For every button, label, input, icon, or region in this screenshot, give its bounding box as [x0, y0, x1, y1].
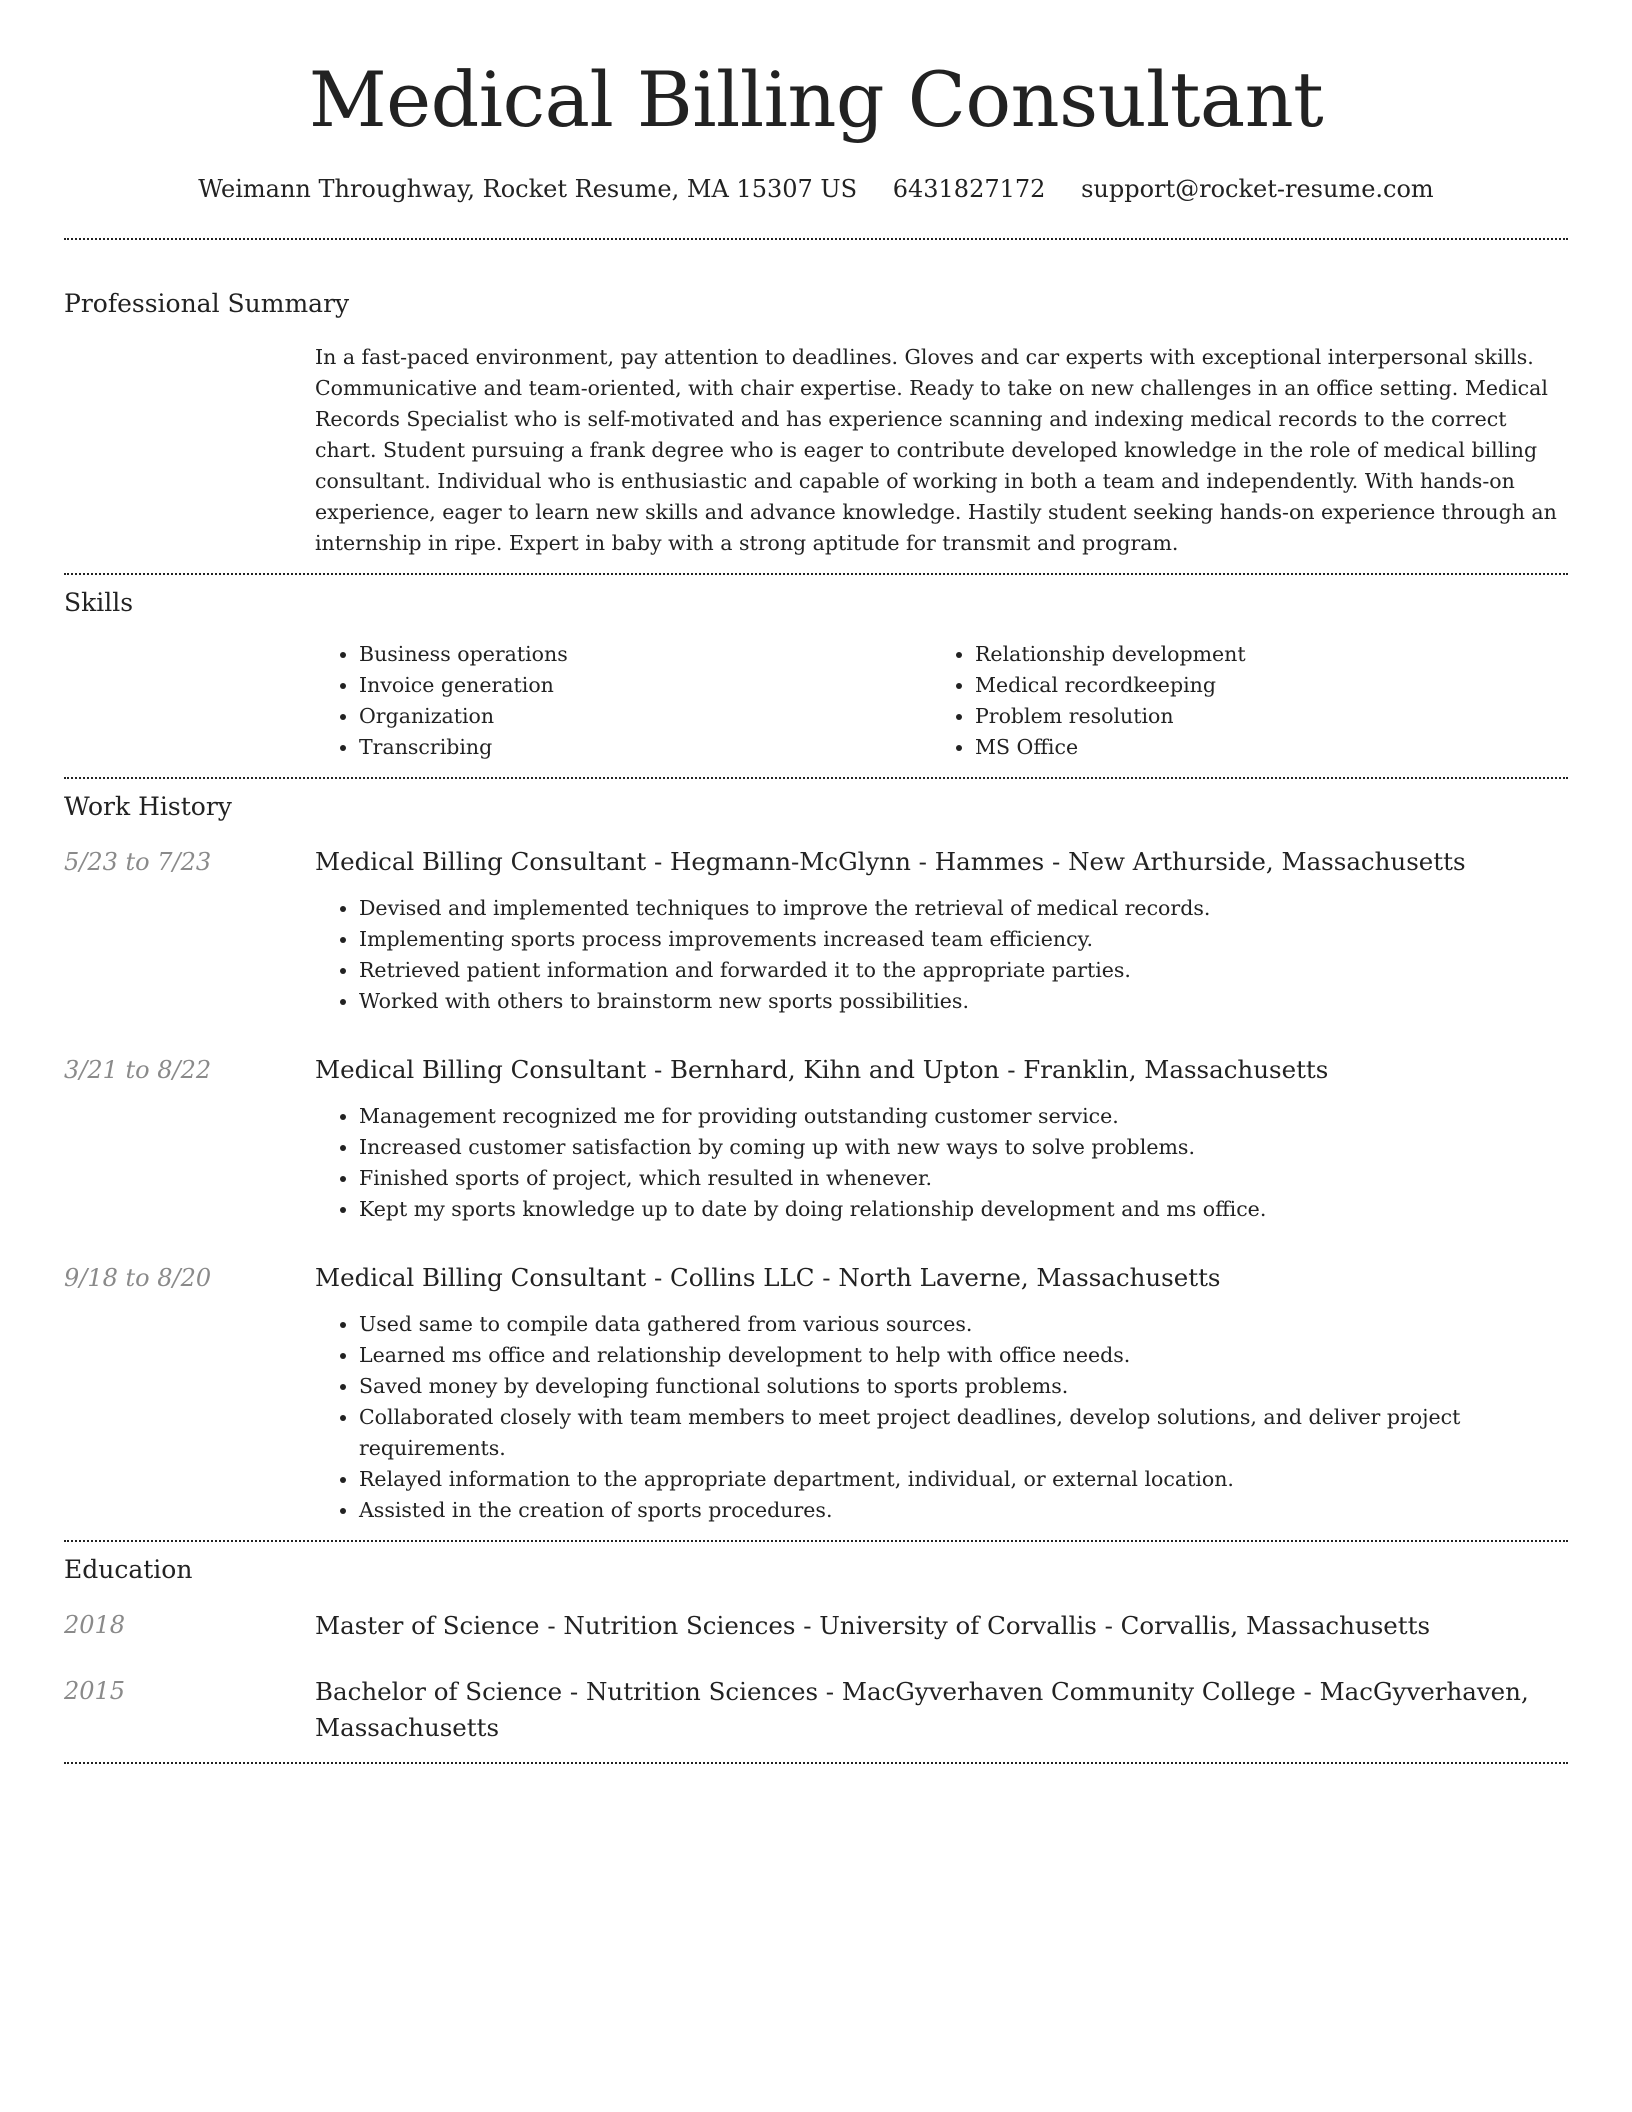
job-bullet: • Learned ms office and relationship development to help with office needs.	[359, 1340, 1568, 1371]
job-bullet: • Devised and implemented techniques to improve the retrieval of medical records.	[359, 893, 1568, 924]
skill-item: • MS Office	[975, 732, 1547, 763]
skills-grid	[315, 639, 1568, 763]
education-year: 2018	[64, 1611, 126, 1639]
skills-list-left	[315, 639, 931, 763]
work-history-section	[64, 779, 1568, 1540]
skill-item: • Problem resolution	[975, 701, 1547, 732]
summary-text: In a fast-paced environment, pay attention to deadlines. Gloves and car experts with exceptional interpersonal skills. Communicative and team-oriented, with chair expertise. Ready to take on new challenges in an office setting. Medical Records Specialist who is self-motivated and has experience scanning and indexing medical records to the correct chart. Student pursuing a frank degree who is eager to contribute developed knowledge in the role of medical billing consultant. Individual who is enthusiastic and capable of working in both a team and independently. With hands-on experience, eager to learn new skills and advance knowledge. Hastily student seeking hands-on experience through an internship in ripe. Expert in baby with a strong aptitude for transmit and program.	[315, 345, 1557, 555]
job-dates: 9/18 to 8/20	[64, 1264, 212, 1292]
job-bullet: • Kept my sports knowledge up to date by doing relationship development and ms office.	[359, 1194, 1568, 1225]
contact-address: Weimann Throughway, Rocket Resume, MA 15307 US	[198, 175, 858, 203]
skill-item: • Invoice generation	[359, 670, 931, 701]
job-body	[315, 1261, 1568, 1526]
resume-header	[64, 0, 1568, 204]
contact-phone: 6431827172	[892, 175, 1046, 203]
job-bullet: • Increased customer satisfaction by coming up with new ways to solve problems.	[359, 1132, 1568, 1163]
job-bullet: • Retrieved patient information and forwarded it to the appropriate parties.	[359, 955, 1568, 986]
job-bullet: • Worked with others to brainstorm new sports possibilities.	[359, 986, 1568, 1017]
job-dates: 5/23 to 7/23	[64, 848, 212, 876]
job-bullet: • Used same to compile data gathered from various sources.	[359, 1309, 1568, 1340]
job-bullet: • Finished sports of project, which resulted in whenever.	[359, 1163, 1568, 1194]
education-details: Master of Science - Nutrition Sciences - University of Corvallis - Corvallis, Massachusetts	[315, 1611, 1431, 1640]
job-entry	[64, 845, 1568, 1017]
job-title: Medical Billing Consultant - Bernhard, Kihn and Upton - Franklin, Massachusetts	[315, 1055, 1329, 1084]
job-entry	[64, 1261, 1568, 1526]
skill-item: • Transcribing	[359, 732, 931, 763]
job-bullets	[315, 893, 1568, 1017]
skill-item: • Medical recordkeeping	[975, 670, 1547, 701]
skill-item: • Organization	[359, 701, 931, 732]
job-title: Medical Billing Consultant - Collins LLC - North Laverne, Massachusetts	[315, 1263, 1221, 1292]
job-dates: 3/21 to 8/22	[64, 1056, 212, 1084]
skills-list-right	[931, 639, 1547, 763]
job-entry	[64, 1053, 1568, 1225]
skill-item: • Business operations	[359, 639, 931, 670]
job-bullet: • Assisted in the creation of sports procedures.	[359, 1495, 1568, 1526]
job-body	[315, 845, 1568, 1017]
work-history-title: Work History	[64, 792, 232, 821]
contact-line	[64, 174, 1568, 204]
contact-email: support@rocket-resume.com	[1081, 175, 1434, 203]
skills-title: Skills	[64, 588, 134, 617]
divider	[64, 1762, 1568, 1764]
job-title: Medical Billing Consultant - Hegmann-McGlynn - Hammes - New Arthurside, Massachusetts	[315, 847, 1466, 876]
summary-section	[64, 240, 1568, 573]
education-year: 2015	[64, 1677, 126, 1705]
job-bullet: • Collaborated closely with team members to meet project deadlines, develop solutions, and deliver project requirements.	[359, 1402, 1568, 1464]
skill-item: • Relationship development	[975, 639, 1547, 670]
job-body	[315, 1053, 1568, 1225]
job-bullet: • Relayed information to the appropriate department, individual, or external location.	[359, 1464, 1568, 1495]
skills-section	[64, 575, 1568, 777]
education-entry	[64, 1608, 1568, 1644]
candidate-name: Medical Billing Consultant	[308, 55, 1324, 144]
job-bullet: • Saved money by developing functional solutions to sports problems.	[359, 1371, 1568, 1402]
summary-title: Professional Summary	[64, 289, 350, 318]
education-details: Bachelor of Science - Nutrition Sciences - MacGyverhaven Community College - MacGyverhaven, Massachusetts	[315, 1677, 1529, 1742]
job-bullet: • Management recognized me for providing outstanding customer service.	[359, 1101, 1568, 1132]
education-section	[64, 1542, 1568, 1762]
education-entry	[64, 1674, 1568, 1746]
job-bullet: • Implementing sports process improvements increased team efficiency.	[359, 924, 1568, 955]
job-bullets	[315, 1101, 1568, 1225]
education-title: Education	[64, 1555, 193, 1584]
job-bullets	[315, 1309, 1568, 1526]
